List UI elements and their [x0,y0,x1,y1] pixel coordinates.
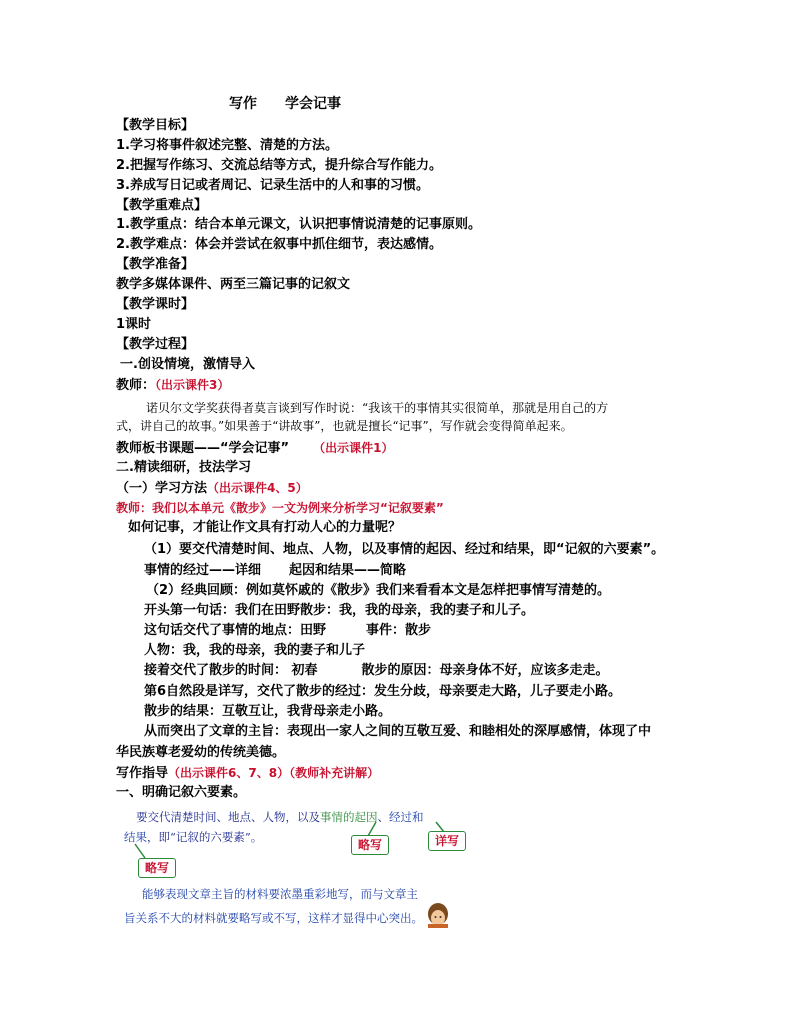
teacher-example: 教师：我们以本单元《散步》一文为例来分析学习“记叙要素” [116,501,444,515]
label-brief-1: 略写 [351,835,389,855]
quote-line-2: 式，讲自己的故事。”如果善于“讲故事”，也就是擅长“记事”，写作就会变得简单起来。 [116,419,573,433]
slide-ref: （出示课件3） [155,378,230,392]
label-detail: 详写 [428,831,466,851]
goal-2: 2.把握写作练习、交流总结等方式，提升综合写作能力。 [116,158,442,173]
slide-note-1: 能够表现文章主旨的材料要浓墨重彩地写，而与文章主 [142,887,418,901]
goal-3: 3.养成写日记或者周记、记录生活中的人和事的习惯。 [116,178,429,193]
clear-six-line: 一、明确记叙六要素。 [116,785,247,800]
guide-line: 写作指导（出示课件6、7、8）（教师补充讲解） [116,766,380,781]
step-2: 二.精读细研，技法学习 [116,460,251,475]
quote-line-1: 诺贝尔文学奖获得者莫言谈到写作时说：“我该干的事情其实很简单，那就是用自己的方 [146,401,609,415]
teacher-line: 教师：（出示课件3） [116,378,230,393]
prep-text: 教学多媒体课件、两至三篇记事的记叙文 [116,277,351,292]
difficult-point: 2.教学难点：体会并尝试在叙事中抓住细节，表达感情。 [116,237,442,252]
hours-header: 【教学课时】 [116,297,195,312]
theme-line-1: 从而突出了文章的主旨：表现出一家人之间的互敬互爱、和睦相处的深厚感情，体现了中 [144,724,652,739]
slide-note-2: 旨关系不大的材料就要略写或不写，这样才显得中心突出。 [124,911,423,925]
people-line: 人物：我，我的母亲，我的妻子和儿子 [144,643,366,658]
key-point: 1.教学重点：结合本单元课文，认识把事情说清楚的记事原则。 [116,217,481,232]
classic-review: （2）经典回顾：例如莫怀戚的《散步》我们来看看本文是怎样把事情写清楚的。 [146,583,611,598]
slide-line-1: 要交代清楚时间、地点、人物，以及事情的起因、经过和 [136,810,424,824]
key-header: 【教学重难点】 [116,198,208,213]
para6-line: 第6自然段是详写，交代了散步的经过：发生分歧，母亲要走大路，儿子要走小路。 [144,684,622,699]
step-1: 一.创设情境，激情导入 [120,357,255,372]
detail-line: 事情的经过——详细 起因和结果——简略 [144,563,407,578]
theme-line-2: 华民族尊老爱幼的传统美德。 [116,745,286,760]
question-line: 如何记事，才能让作文具有打动人心的力量呢？ [128,520,402,535]
page-title: 写作 学会记事 [229,96,341,112]
slide-ref: （出示课件6、7、8） [168,766,290,780]
result-line: 散步的结果：互敬互让，我背母亲走小路。 [144,704,392,719]
first-sentence: 开头第一句话：我们在田野散步：我，我的母亲，我的妻子和儿子。 [144,603,535,618]
place-line: 这句话交代了事情的地点：田野 事件：散步 [144,623,432,638]
board-title-line: 教师板书课题——“学会记事” （出示课件1） [116,441,394,456]
teacher-note: （教师补充讲解） [289,766,380,780]
six-elements-line: （1）要交代清楚时间、地点、人物，以及事情的起因、经过和结果，即“记叙的六要素”。 [144,542,665,557]
slide-line-2: 结果，即“记叙的六要素”。 [124,830,263,844]
time-line: 接着交代了散步的时间： 初春 散步的原因：母亲身体不好，应该多走走。 [144,663,609,678]
slide-ref: （出示课件4、5） [207,481,308,495]
prep-header: 【教学准备】 [116,257,195,272]
hours-text: 1课时 [116,317,152,332]
method-line: （一）学习方法（出示课件4、5） [116,481,308,496]
process-header: 【教学过程】 [116,337,195,352]
slide-ref: （出示课件1） [313,441,394,455]
goals-header: 【教学目标】 [116,118,195,133]
label-brief-2: 略写 [138,858,176,878]
goal-1: 1.学习将事件叙述完整、清楚的方法。 [116,138,338,153]
cartoon-person-icon [425,902,451,928]
